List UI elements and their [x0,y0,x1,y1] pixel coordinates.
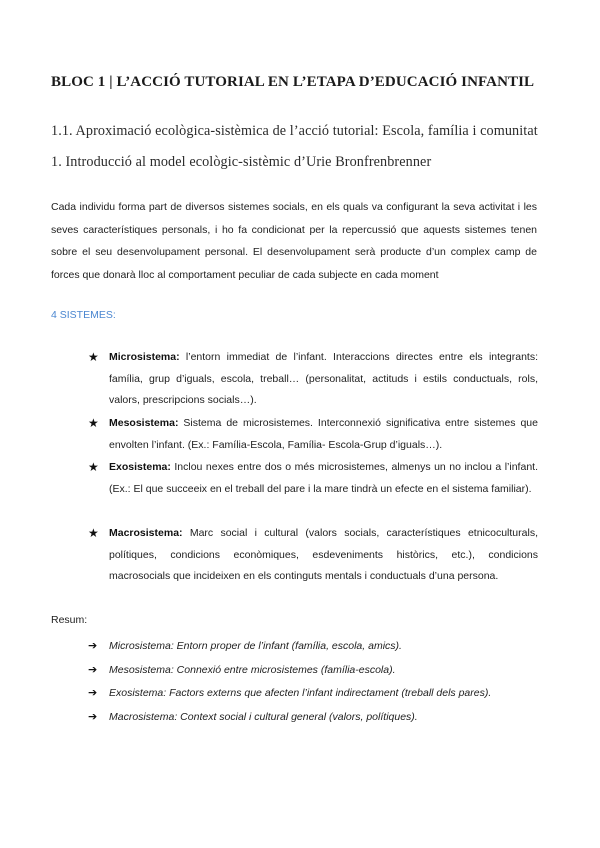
list-item [88,660,548,684]
section-subtitle: 1.1. Aproximació ecològica-sistèmica de l’acció tutorial: Escola, família i comunitat [51,123,538,139]
list-item-macrosistema [88,523,538,589]
page-title: BLOC 1 | L’ACCIÓ TUTORIAL EN L’ETAPA D’EDUCACIÓ INFANTIL [51,74,535,90]
resum-text: Mesosistema: Connexió entre microsistemes (família-escola). [109,663,396,676]
system-term: Microsistema: [109,351,180,363]
system-description [109,347,538,412]
arrow-bullet-icon: ➔ [88,662,98,676]
system-text: Inclou nexes entre dos o més microsistemes, almenys un no inclou a l’infant.(Ex.: El que succeeix en el treball del pare i la mare tindrà un efecte en el sistema familiar). [109,461,538,495]
system-text: Marc social i cultural (valors socials, característiques etnicoculturals, polítiques, condicions econòmiques, esdeveniments històrics, etc.), condicions macrosocials que incideixen en els continguts mentals i conductuals d’una persona. [109,527,538,583]
list-item-exosistema [88,457,538,523]
resum-list [88,636,548,730]
resum-text: Macrosistema: Context social i cultural general (valors, polítiques). [109,710,418,723]
star-bullet-icon: ★ [88,350,99,364]
resum-text: Exosistema: Factors externs que afecten l’infant indirectament (treball dels pares). [109,687,492,699]
system-description [109,523,538,588]
arrow-bullet-icon: ➔ [88,639,98,652]
systems-list [88,347,538,589]
list-item-microsistema [88,347,538,413]
system-term: Exosistema: [109,461,171,473]
star-bullet-icon: ★ [88,416,99,430]
system-text: Sistema de microsistemes. Interconnexió significativa entre sistemes que envolten l’infant. (Ex.: Família-Escola, Família- Escola-Grup d’iguals…). [109,417,538,451]
list-item [88,683,548,707]
list-item [88,707,548,731]
system-term: Macrosistema: [109,527,183,539]
arrow-bullet-icon: ➔ [88,709,98,723]
resum-heading: Resum: [51,614,88,626]
intro-paragraph: Cada individu forma part de diversos sistemes socials, en els quals va configurant la seva activitat i les seves característiques personals, i ho fa condicionat per la repercussió que aquests sistemes tenen sobre el seu desenvolupament personal. El desenvolupament serà producte d’un complex camp de forces que donarà lloc al comportament peculiar de cada subjecte en cada moment [51,201,537,282]
section-heading: 1. Introducció al model ecològic-sistèmic d’Urie Bronfrenbrenner [51,154,432,170]
list-item-mesosistema [88,413,538,457]
list-item [88,636,548,660]
system-description [109,413,538,456]
star-bullet-icon: ★ [88,460,99,474]
resum-text: Microsistema: Entorn proper de l’infant (família, escola, amics). [109,640,402,652]
system-term: Mesosistema: [109,417,179,429]
arrow-bullet-icon: ➔ [88,686,98,699]
system-description [109,457,538,500]
star-bullet-icon: ★ [88,526,99,540]
system-text: l’entorn immediat de l’infant. Interaccions directes entre els integrants: família, grup d’iguals, escola, treball… (personalitat, actituds i estils conductuals, rols, valors, prescripcions socials…). [109,351,538,407]
sistemes-heading: 4 SISTEMES: [51,309,116,321]
